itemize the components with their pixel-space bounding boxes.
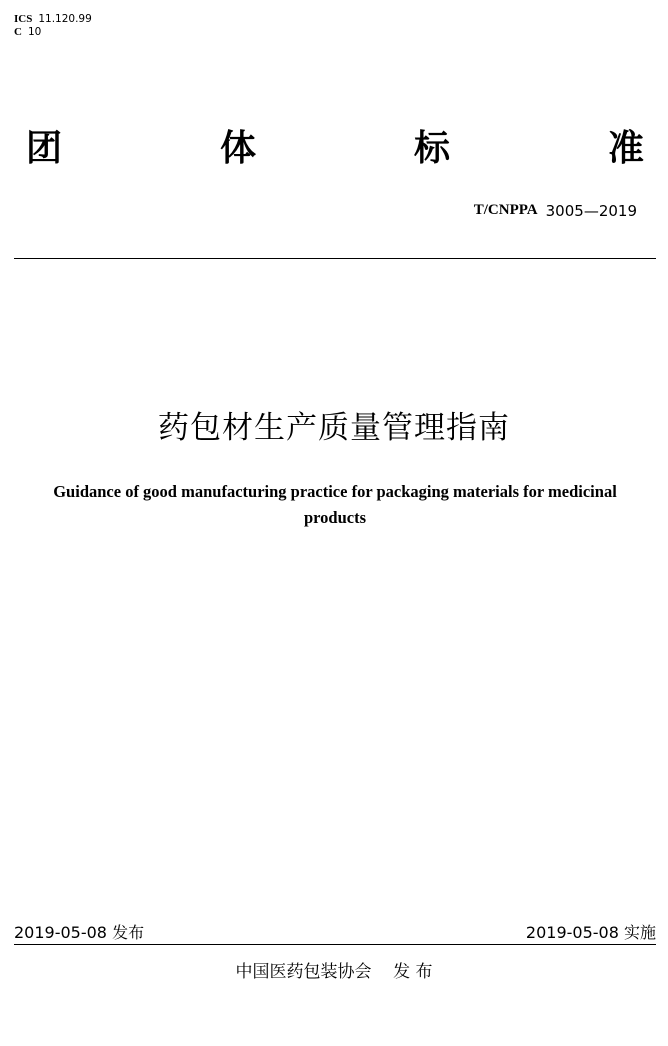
ccs-label: C [14, 26, 22, 38]
standard-number [474, 202, 637, 220]
ics-label: ICS [14, 13, 33, 25]
header-divider [14, 258, 656, 259]
ccs-value: 10 [27, 26, 42, 38]
publisher: 中国医药包装协会 发 布 [235, 962, 433, 982]
ccs-code [14, 26, 92, 39]
standard-number-value: 3005—2019 [545, 202, 637, 220]
footer-divider [14, 944, 656, 945]
document-title-en: Guidance of good manufacturing practice for packaging materials for medicinal products [53, 482, 617, 527]
ics-code [14, 13, 92, 26]
standard-type-char: 体 [219, 128, 256, 169]
classification-codes [14, 13, 92, 39]
ics-value: 11.120.99 [38, 13, 92, 25]
standard-type-char: 准 [607, 128, 644, 169]
document-title-cn: 药包材生产质量管理指南 [158, 410, 510, 446]
standard-number-prefix: T/CNPPA [473, 202, 538, 218]
standard-type-char: 团 [26, 128, 63, 169]
standard-type-heading [26, 128, 644, 170]
issue-date: 2019-05-08 发布 [14, 923, 145, 942]
standard-type-char: 标 [413, 128, 450, 169]
implementation-date: 2019-05-08 实施 [525, 923, 656, 942]
